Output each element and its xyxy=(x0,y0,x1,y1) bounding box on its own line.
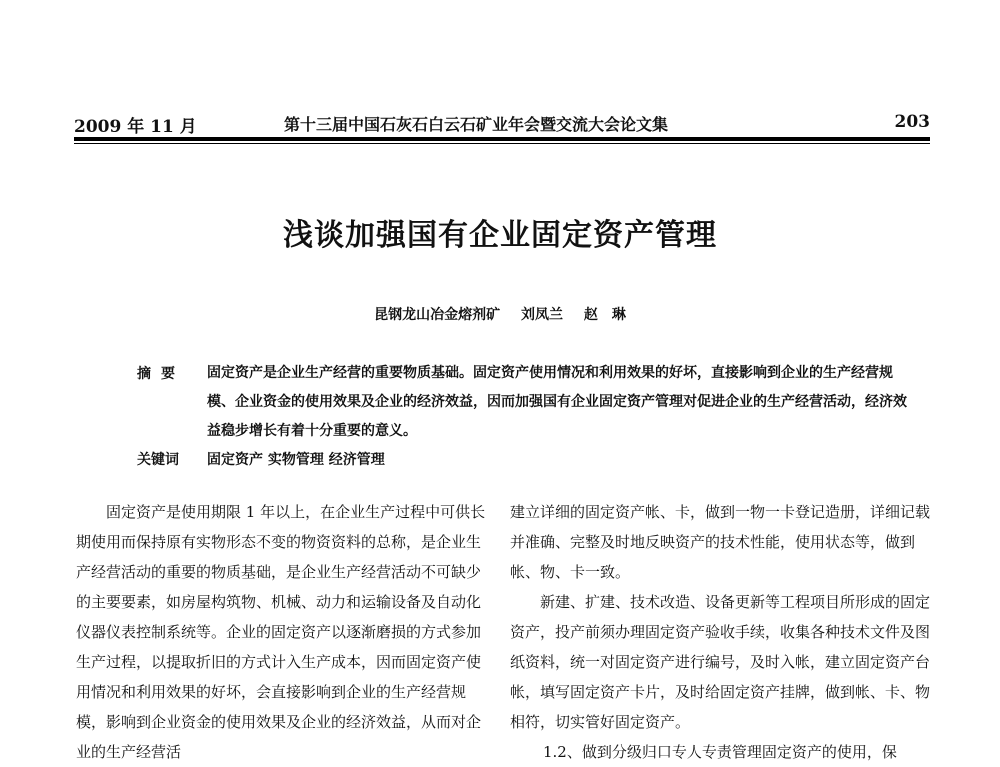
header-rule-thick xyxy=(74,137,930,141)
author-name: 刘凤兰 xyxy=(521,307,563,323)
page-number: 203 xyxy=(894,112,930,132)
left-column xyxy=(76,497,492,767)
running-header xyxy=(74,112,930,136)
header-rule-thin xyxy=(74,143,930,144)
abstract-text: 固定资产是企业生产经营的重要物质基础。固定资产使用情况和利用效果的好坏，直接影响到企业的生产经营规模、企业资金的使用效果及企业的经济效益，因而加强国有企业固定资产管理对促进企业的生产经营活动，经济效益稳步增长有着十分重要的意义。 xyxy=(207,365,907,439)
affiliation: 昆钢龙山冶金熔剂矿 xyxy=(374,307,501,323)
keywords-label: 关键词 xyxy=(137,452,179,468)
author-line xyxy=(0,304,1000,324)
issue-date: 2009 年 11 月 xyxy=(74,117,197,137)
body-paragraph: 建立详细的固定资产帐、卡，做到一物一卡登记造册，详细记载并准确、完整及时地反映资产的技术性能，使用状态等，做到帐、物、卡一致。 xyxy=(510,503,931,581)
author-name: 赵 琳 xyxy=(583,307,626,323)
keywords-text: 固定资产 实物管理 经济管理 xyxy=(207,452,385,468)
body-paragraph: 新建、扩建、技术改造、设备更新等工程项目所形成的固定资产，投产前须办理固定资产验收手续，收集各种技术文件及图纸资料，统一对固定资产进行编号，及时入帐，建立固定资产台帐，填写固定资产卡片，及时给固定资产挂牌，做到帐、卡、物相符，切实管好固定资产。 xyxy=(510,593,931,731)
section-heading-paragraph: 1.2、做到分级归口专人专责管理固定资产的使用，保 xyxy=(543,743,897,761)
right-column xyxy=(510,497,930,767)
abstract-label: 摘要 xyxy=(137,366,185,382)
journal-name: 第十三届中国石灰石白云石矿业年会暨交流大会论文集 xyxy=(284,115,669,134)
paper-title: 浅谈加强国有企业固定资产管理 xyxy=(283,218,717,253)
body-paragraph: 固定资产是使用期限 1 年以上，在企业生产过程中可供长期使用而保持原有实物形态不变的物资资料的总称，是企业生产经营活动的重要的物质基础，是企业生产经营活动不可缺少的主要要素，如房屋构筑物、机械、动力和运输设备及自动化仪器仪表控制系统等。企业的固定资产以逐渐磨损的方式参加生产过程，以提取折旧的方式计入生产成本，因而固定资产使用情况和利用效果的好坏，会直接影响到企业的生产经营规模，影响到企业资金的使用效果及企业的经济效益，从而对企业的生产经营活 xyxy=(76,503,486,761)
